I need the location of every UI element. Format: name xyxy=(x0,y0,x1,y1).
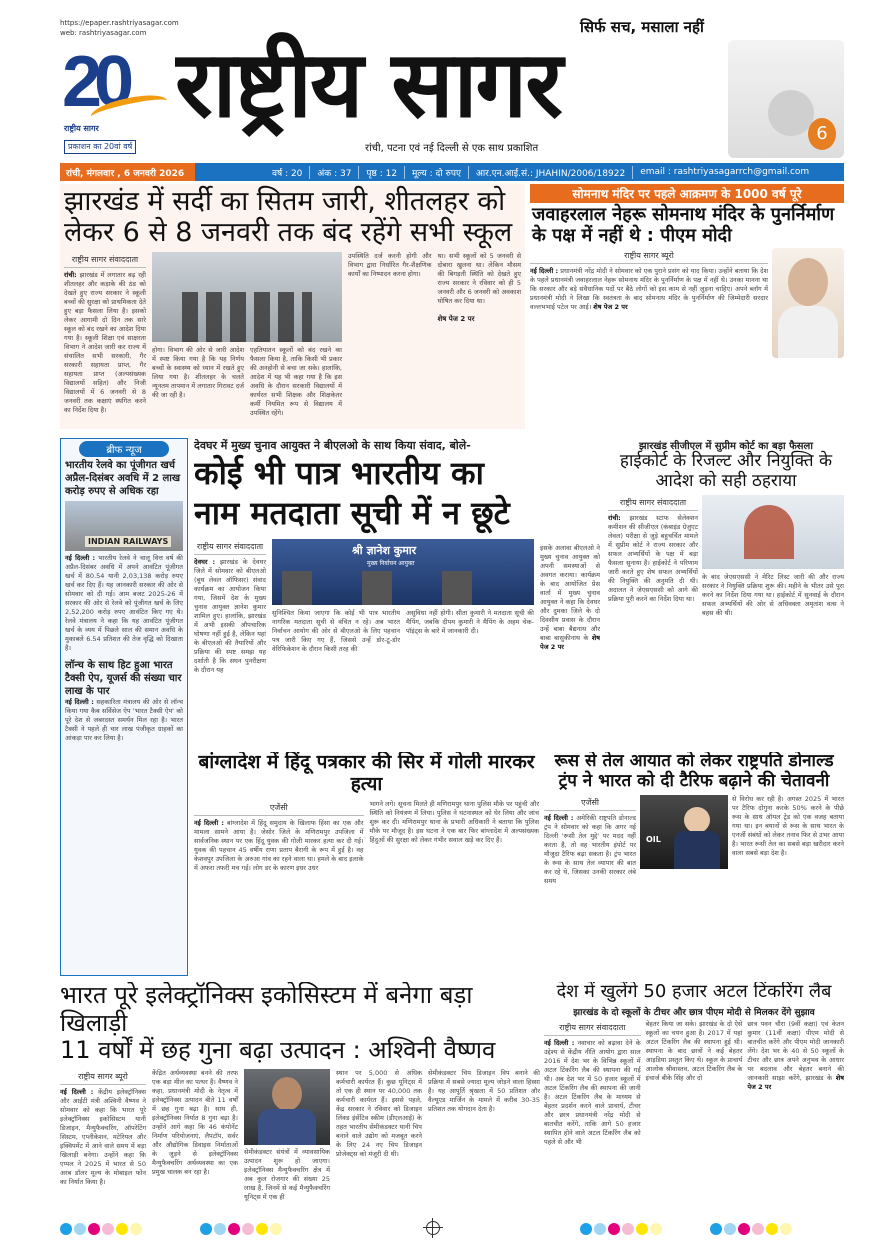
registration-dot xyxy=(780,1223,792,1235)
registration-dot xyxy=(74,1223,86,1235)
pm-modi-photo xyxy=(772,248,844,358)
story-cold-wave[interactable] xyxy=(60,184,525,429)
brief-body-railways: भारतीय रेलवे ने चालू वित्त वर्ष की अप्रैल-दिसंबर अवधि में अपने आवंटित पूंजीगत खर्च में 80.54 यानी 2,03,138 करोड़ रुपए खर्च कर दिए हैं। यह जानकारी सरकार की ओर से सोमवार को दी गई। आम बजट 2025-26 में सरकार की ओर से रेलवे को पूंजीगत खर्च के लिए 2,52,200 करोड़ रुपए आवंटित किए गए थे। रेलवे मंत्रालय ने कहा कि यह आवंटित पूंजीगत खर्च के व्यय में पिछले साल की समान अवधि के मुकाबले 6.54 प्रतिशत की तेज वृद्धि को दिखाता है। xyxy=(65,554,183,652)
registration-dot xyxy=(594,1223,606,1235)
story-col-5: सेमीकंडक्टर चिप डिजाइन विप बनाने की प्रक्रिया में सबसे ज्यादा मूल्य जोड़ने वाला हिस्सा है। यह आपूर्ति श्रृंखला में 50 प्रतिशत और वैल्यूएड मार्जिन के मामले में करीब 30-35 प्रतिशत तक योगदान देता है। xyxy=(428,1068,540,1113)
registration-marks-left xyxy=(60,1223,142,1235)
registration-dot xyxy=(650,1223,662,1235)
byline: एजेंसी xyxy=(544,795,636,811)
price: मूल्य : दो रुपए xyxy=(405,166,469,179)
story-body: बांग्लादेश में हिंदू समुदाय के खिलाफ हिंसा का एक और मामला सामने आया है। जेसोर जिले के मणिरामपुर उपजिला में सार्वजनिक स्थान पर एक हिंदू युवक की गोली मारकर हत्या कर दी गई। युवक की पहचान 45 वर्षीय राणा प्रताप बैरागी के रूप में हुई है। वह केशवपुर उपजिला के अरुआ गांव का रहने वाला था। हमले के बाद इलाके में अफरा तफरी मच गई। लोग डर के कारण इधर उधर xyxy=(194,818,364,872)
story-trump-tariff[interactable] xyxy=(544,752,844,974)
registration-dot xyxy=(738,1223,750,1235)
brief-headline-railways[interactable]: भारतीय रेलवे का पूंजीगत खर्च अप्रैल-दिसंबर अवधि में 2 लाख करोड़ रुपए से अधिक रहा xyxy=(65,460,181,497)
students-in-fog-photo xyxy=(152,252,342,342)
dateline: नई दिल्ली : xyxy=(530,267,559,276)
issue-year: वर्ष : 20 xyxy=(265,166,310,179)
registration-dot xyxy=(622,1223,634,1235)
story-col-4: स्थान पर 5,000 से अधिक कर्मचारी कार्यरत हैं। कुछ यूनिट्स में तो एक ही स्थान पर 40,000 तक कर्मचारी कार्यरत हैं। इससे पहले, केंद्र सरकार ने रविवार को डिजाइन लिंक्ड इंसेंटिव स्कीम (डीएलआई) के तहत भारतीय सेमीकंडक्टर यानी चिप बनाने वाले उद्योग को मजबूत करने के लिए 24 नए चिप डिजाइन प्रोजेक्ट्स को मंजूरी दी थी। xyxy=(336,1068,422,1158)
page-count: पृष्ठ : 12 xyxy=(359,166,405,179)
registration-dot xyxy=(214,1223,226,1235)
masthead-title: राष्ट्रीय सागर xyxy=(175,30,561,138)
headline[interactable]: हाईकोर्ट के रिजल्ट और नियुक्ति के आदेश को सही ठहराया xyxy=(619,451,833,491)
info-band xyxy=(60,163,844,181)
kicker: झारखंड के दो स्कूलों के टीचर और छात्र पीएम मोदी से मिलकर देंगे सुझाव xyxy=(573,1007,815,1018)
story-col-2: के बाद जेएसएससी ने मेरिट लिस्ट जारी की और राज्य सरकार ने नियुक्ति प्रक्रिया शुरू की। महीने के भीतर उसे पूरा करने का निर्देश दिया गया था। हाईकोर्ट में सुनवाई के दौरान सफल अभ्यर्थियों की ओर से अधिवक्ता अमृतांश वत्स ने बहस की थी। xyxy=(702,573,844,618)
registration-dot xyxy=(270,1223,282,1235)
byline: राष्ट्रीय सागर ब्यूरो xyxy=(60,1069,146,1085)
photo-banner-text: श्री ज्ञानेश कुमार xyxy=(352,544,417,557)
photo-banner-subtext: मुख्य निर्वाचन आयुक्त xyxy=(367,560,415,567)
dateline: नई दिल्ली : xyxy=(65,554,96,562)
story-somnath[interactable] xyxy=(530,184,844,429)
registration-dot xyxy=(116,1223,128,1235)
byline: एजेंसी xyxy=(194,800,364,816)
registration-dot xyxy=(752,1223,764,1235)
registration-dot xyxy=(580,1223,592,1235)
continued-link[interactable]: शेष पेज 2 पर xyxy=(747,1073,844,1091)
byline: राष्ट्रीय सागर संवाददाता xyxy=(608,495,698,511)
headline[interactable]: कोई भी पात्र भारतीय का नाम मतदाता सूची में न छूटे xyxy=(194,454,510,532)
dateline: रांची: xyxy=(608,514,621,523)
headline[interactable]: देश में खुलेंगे 50 हजार अटल टिंकरिंग लैब xyxy=(556,982,832,1002)
brief-headline-taxi[interactable]: लॉन्च के साथ हिट हुआ भारत टैक्सी ऐप, यूजर्स की संख्या चार लाख के पार xyxy=(65,660,182,697)
registration-dot xyxy=(256,1223,268,1235)
story-body: झारखंड स्टाफ सेलेक्शन कमीशन की सीजीएल (कंबाइंड ग्रेजुएट लेवल) परीक्षा से जुड़े बहुचर्चित मामले में सुप्रीम कोर्ट ने राज्य सरकार और सफल अभ्यर्थियों के पक्ष में बड़ा फैसला सुनाया है। हाईकोर्ट ने परिणाम जारी करते हुए शेष सफल अभ्यर्थियों की नियुक्ति की अनुमति दी थी। अदालत ने जेएसएससी को आगे की प्रक्रिया पूरी करने का निर्देश दिया था। xyxy=(608,514,698,604)
story-electronics[interactable] xyxy=(60,982,540,1218)
dateline: नई दिल्ली : xyxy=(544,1038,575,1047)
registration-dot xyxy=(88,1223,100,1235)
story-col-3: एहतियातन स्कूलों को बंद रखने का फैसला किया है, ताकि किसी भी प्रकार की अनहोनी से बचा जा सके। हालांकि, आदेश में यह भी कहा गया है कि इस अवधि के दौरान सरकारी विद्यालयों में कार्यरत सभी शिक्षक और शिक्षकेतर कर्मी नियमित रूप से विद्यालय में उपस्थित रहेंगे। xyxy=(250,346,342,418)
registration-marks-center xyxy=(200,1223,282,1235)
story-election[interactable] xyxy=(194,438,534,748)
headline[interactable]: भारत पूरे इलेक्ट्रॉनिक्स इकोसिस्टम में बनेगा बड़ा खिलाड़ी xyxy=(60,982,473,1037)
brief-news-box xyxy=(60,438,188,976)
story-col-3: सेमीकंडक्टर संयंत्रों में व्यावसायिक उत्पादन शुरू हो जाएगा। इलेक्ट्रॉनिक्स मैन्युफैक्चरिंग क्षेत्र में अब कुल रोजगार की संख्या 25 लाख है, जिनमें से कई मैन्युफैक्चरिंग यूनिट्स में एक ही xyxy=(244,1147,330,1201)
headline[interactable]: झारखंड में सर्दी का सितम जारी, शीतलहर को लेकर 6 से 8 जनवरी तक बंद रहेंगे सभी स्कूल xyxy=(64,186,513,249)
registration-number: आर.एन.आई.सं.: JHAHIN/2006/18922 xyxy=(469,166,633,179)
headline[interactable]: रूस से तेल आयात को लेकर राष्ट्रपति डोनाल्ड ट्रंप ने भारत को दी टैरिफ बढ़ाने की चेतावनी xyxy=(554,752,834,791)
story-election-col4: इसके अलावा बीएलओ ने मुख्य चुनाव आयुक्त को अपनी समस्याओं से अवगत कराया। कार्यक्रम के बाद आयोजित प्रेस वार्ता में मुख्य चुनाव आयुक्त ने कहा कि देवघर और दुमका जिले के दो दिवसीय प्रवास के दौरान उन्हें बाबा बैद्यनाथ और बाबा बासुकीनाथ के शेष पेज 2 पर xyxy=(540,544,600,651)
continued-link[interactable]: शेष पेज 2 पर xyxy=(540,634,600,651)
ear-advertisement[interactable] xyxy=(728,40,844,158)
registration-dot xyxy=(200,1223,212,1235)
kicker: सोमनाथ मंदिर पर पहले आक्रमण के 1000 वर्ष पूरे xyxy=(530,184,844,203)
registration-dot xyxy=(710,1223,722,1235)
continued-link[interactable]: शेष पेज 2 पर xyxy=(593,303,628,312)
masthead-tagline: सिर्फ सच, मसाला नहीं xyxy=(580,18,704,36)
railways-logo-text: INDIAN RAILWAYS xyxy=(85,536,171,547)
story-col-2: सुनिश्चित किया जाएगा कि कोई भी पात्र भारतीय नागरिक मतदाता सूची से वंचित न रहे। अब भारत निर्वाचन आयोग की ओर से बीएलओ के लिए पहचान पत्र जारी किए गए हैं, जिससे उन्हें डोर-टू-डोर वेरिफिकेशन के दौरान किसी तरह की xyxy=(272,609,400,653)
brief-news-tab: ब्रीफ न्यूज xyxy=(79,441,169,457)
story-body: झारखंड के देवघर जिले में सोमवार को बीएलओ (बूथ लेवल ऑफिसर) संवाद कार्यक्रम का आयोजन किया गया, जिसमें देश के मुख्य चुनाव आयुक्त ज्ञानेश कुमार शामिल हुए। हालांकि, झारखंड में अभी इसकी औपचारिक घोषणा नहीं हुई है, लेकिन यहां के बीएलओ की तैयारियों और प्रक्रिया की स्पष्ट समझ यह दर्शाती है कि सघन पुनरीक्षण के दौरान यह xyxy=(194,558,266,674)
logo-number: 20 xyxy=(62,42,127,122)
story-col-3: छात्र पवन चौरा (9वीं कक्षा) एवं केतन कुमार (11वीं कक्षा) पीएम मोदी से बातचीत करेंगे और पीएम मोदी जानकारी लेंगे। देश भर के 40 से 50 स्कूलों के टीचर और छात्र अपने अनुभव के आधार पर बदलाव और बेहतर बनाने की जानकारी साझा करेंगे, झारखंड के xyxy=(747,1019,844,1082)
registration-dot xyxy=(102,1223,114,1235)
masthead-subtitle: रांची, पटना एवं नई दिल्ली से एक साथ प्रकाशित xyxy=(365,143,539,154)
dateline: नई दिल्ली : xyxy=(60,1087,94,1096)
dateline: नई दिल्ली : xyxy=(544,814,574,823)
brief-body-taxi: सहकारिता मंत्रालय की ओर से लॉन्च किया गया कैब सर्विसेज ऐप 'भारत टैक्सी ऐप' को पूरे देश से जबरदस्त समर्थन मिल रहा है। भारत टैक्सी ने पहले ही चार लाख पंजीकृत ग्राहकों का आंकड़ा पार कर लिया है। xyxy=(65,698,183,742)
story-body: रांची: झारखंड में लगातार बढ़ रही शीतलहर और कड़ाके की ठंड को देखते हुए राज्य सरकार ने स्कूली बच्चों की सुरक्षा को प्राथमिकता देते हुए बड़ा फैसला लिया है। इसको लेकर आगामी दो दिन तक सारे स्कूल को बंद रखने का आदेश दिया गया है। स्कूली शिक्षा एवं साक्षरता विभाग ने आदेश जारी कर राज्य में संचालित सभी सरकारी, गैर सरकारी सहायता प्राप्त, गैर सहायता प्राप्त (अल्पसंख्यक विद्यालयों सहित) और निजी विद्यालयों में 6 जनवरी से 8 जनवरी तक कक्षाएं स्थगित करने का निर्देश दिया है। xyxy=(64,271,146,415)
trump-oil-photo xyxy=(640,795,728,869)
story-col-2: होगा। विभाग की ओर से जारी आदेश में स्पष्ट किया गया है कि यह निर्णय बच्चों के स्वास्थ्य को ध्यान में रखते हुए लिया गया है। शीतलहर के चलते न्यूनतम तापमान में लगातार गिरावट दर्ज की जा रही है। xyxy=(152,346,245,400)
story-col-4: उपस्थिति दर्ज करनी होगी और विभाग द्वारा निर्धारित गैर-शैक्षणिक कार्यों का निष्पादन करना होगा। xyxy=(348,252,432,279)
crosshair-registration-icon xyxy=(426,1221,440,1235)
story-col-2: से विरोध कर रही है। अगस्त 2025 में भारत पर टैरिफ दोगुना करके 50% करने के पीछे रूस के साथ ऑयल ट्रेड को एक वजह बताया गया था। इन बयानों से रूस के साथ भारत के एनर्जी संबंधों को लेकर तनाव फिर से उभर आया है। भारत रूसी तेल का सबसे बड़ा खरीदार करने वाला सबसे बड़ा देश है। xyxy=(732,795,844,858)
registration-marks-far-right xyxy=(710,1223,792,1235)
cec-event-photo xyxy=(272,539,534,605)
oil-barrel-text: OIL xyxy=(646,835,661,845)
logo-year-badge: प्रकाशन का 20वां वर्ष xyxy=(64,140,136,154)
story-col-2: भागने लगे। सूचना मिलते ही मणिरामपुर थाना पुलिस मौके पर पहुंची और स्थिति को नियंत्रण में लिया। पुलिस ने घटनास्थल को घेर लिया और जांच शुरू कर दी। मणिरामपुर थाना के प्रभारी अधिकारी ने बताया कि पुलिस मौके पर मौजूद है। इस घटना ने एक बार फिर बांग्लादेश में अल्पसंख्यक हिंदुओं की सुरक्षा को लेकर गंभीर सवाल खड़े कर दिए हैं। xyxy=(369,799,539,844)
railways-photo xyxy=(65,501,183,551)
epaper-url-link[interactable]: https://epaper.rashtriyasagar.com xyxy=(60,19,179,27)
dateline: नई दिल्ली : xyxy=(194,818,224,827)
email-link[interactable]: email : rashtriyasagarrch@gmail.com xyxy=(640,167,810,177)
registration-dot xyxy=(766,1223,778,1235)
story-col-2: बेहतर किया जा सके। झारखंड के दो ऐसे स्कूलों का चयन हुआ है। 2017 में यहां अटल टिंकरिंग लैब की स्थापना हुई थी। स्थापना के बाद छात्रों ने कई बेहतर आइडिया प्रस्तुत किए थे। स्कूल के प्राचार्य आलोक श्रीवास्तव, अटल टिंकरिंग लैब के इंचार्ज बीके सिंह और दो xyxy=(645,1019,743,1082)
subheadline[interactable]: 11 वर्षों में छह गुना बढ़ा उत्पादन : अश्विनी वैष्णव xyxy=(60,1036,496,1065)
byline: राष्ट्रीय सागर संवाददाता xyxy=(194,539,266,555)
baby-photo xyxy=(768,90,814,136)
ad-number-badge: 6 xyxy=(808,118,836,150)
story-col-3: असुविधा नहीं होगी। सीता कुमारी ने मतदाता सूची की मैपिंग, जबकि दीपम कुमारी ने मैपिंग के अहम चेक-पॉइंट्स के बारे में जानकारी दी। xyxy=(406,609,534,635)
registration-dot xyxy=(242,1223,254,1235)
dateline: देवघर : xyxy=(194,558,216,566)
web-url-link[interactable]: web: rashtriyasagar.com xyxy=(60,29,147,37)
byline: राष्ट्रीय सागर ब्यूरो xyxy=(530,248,768,264)
registration-dot xyxy=(228,1223,240,1235)
registration-dot xyxy=(130,1223,142,1235)
registration-dot xyxy=(724,1223,736,1235)
registration-dot xyxy=(60,1223,72,1235)
newspaper-page xyxy=(60,18,844,1218)
story-body: प्रधानमंत्री नरेंद्र मोदी ने सोमवार को एक पुराने प्रसंग को याद किया। उन्होंने बताया कि देश के पहले प्रधानमंत्री जवाहरलाल नेहरू सोमनाथ मंदिर के पुनर्निर्माण के पक्ष में नहीं थे। उनका मानना था कि सरकार और बड़े संवैधानिक पदों पर बैठे लोगों को इस काम से नहीं जुड़ना चाहिए। अपने ब्लॉग में प्रधानमंत्री मोदी ने लिखा कि स्वतंत्रता के बाद सोमनाथ मंदिर के पुनर्निर्माण की जिम्मेदारी सरदार वल्लभभाई पटेल पर आई। xyxy=(530,267,768,312)
story-bangladesh[interactable] xyxy=(194,752,539,974)
story-cgl[interactable] xyxy=(608,438,844,748)
ashwini-vaishnaw-photo xyxy=(244,1069,330,1145)
headline[interactable]: जवाहरलाल नेहरू सोमनाथ मंदिर के पुनर्निर्माण के पक्ष में नहीं थे : पीएम मोदी xyxy=(532,204,835,246)
byline: राष्ट्रीय सागर संवाददाता xyxy=(544,1020,641,1036)
kicker: झारखंड सीजीएल में सुप्रीम कोर्ट का बड़ा फैसला xyxy=(639,441,813,452)
byline: राष्ट्रीय सागर संवाददाता xyxy=(64,252,146,268)
story-body: अमेरिकी राष्ट्रपति डोनाल्ड ट्रंप ने सोमवार को कहा कि अगर नई दिल्ली 'रूसी तेल मुद्दे' पर मदद नहीं करता है, तो वह भारतीय इंपोर्ट पर मौजूदा टैरिफ बढ़ा सकता है। ट्रंप भारत के रूस के साथ तेल व्यापार की बात कर रहे थे, जिसका उनकी सरकार लंबे समय xyxy=(544,814,636,886)
story-col-5: था। सभी स्कूलों को 5 जनवरी से दोबारा खुलना था। लेकिन मौसम की बिगड़ती स्थिति को देखते हुए राज्य सरकार ने रविवार को ही 5 जनवरी और 6 जनवरी को अवकाश घोषित कर दिया था। xyxy=(437,252,521,306)
issue-date: रांची, मंगलवार , 6 जनवरी 2026 xyxy=(60,163,195,181)
registration-marks-right xyxy=(580,1223,662,1235)
story-body: केंद्रीय इलेक्ट्रॉनिक्स और आईटी मंत्री अश्विनी वैष्णव ने सोमवार को कहा कि भारत पूरे इलेक्ट्रॉनिक्स इकोसिस्टम यानी डिजाइन, मैन्युफैक्चरिंग, ऑपरेटिंग सिस्टम, एप्लीकेशन, मटेरियल और इक्विपमेंट में आने वाले समय में बड़ा खिलाड़ी बनेगा। उन्होंने कहा कि एप्पल ने 2025 में भारत से 50 अरब डॉलर मूल्य के मोबाइल फोन का निर्यात किया है। xyxy=(60,1087,146,1186)
issue-number: अंक : 37 xyxy=(310,166,359,179)
site-urls xyxy=(60,18,179,38)
story-atal-tinkering[interactable] xyxy=(544,982,844,1218)
dateline: नई दिल्ली : xyxy=(65,698,94,706)
headline[interactable]: बांग्लादेश में हिंदू पत्रकार की सिर में गोली मारकर हत्या xyxy=(198,752,535,795)
supreme-court-photo xyxy=(702,495,844,569)
continued-link[interactable]: शेष पेज 2 पर xyxy=(437,315,475,324)
anniversary-logo xyxy=(60,42,172,160)
logo-brand: राष्ट्रीय सागर xyxy=(64,124,99,133)
registration-dot xyxy=(636,1223,648,1235)
story-body: नवाचार को बढ़ावा देने के उद्देश्य से केंद्रीय नीति आयोग द्वारा साल 2016 में देश भर के विभिन्न स्कूलों में अटल टिंकरिंग लैब की स्थापना की गई थी। अब देश भर में 50 हजार स्कूलों में अटल टिंकरिंग लैब की स्थापना की जानी है। अटल टिंकरिंग लैब के माध्यम से बेहतर प्रदर्शन करने वाले प्राचार्य, टीचर और छात्र प्रधानमंत्री नरेंद्र मोदी से बातचीत करेंगे, ताकि आगे 50 हजार स्थापित होने वाले अटल टिंकरिंग लैब को पहले से और भी xyxy=(544,1038,641,1146)
dateline: रांची: xyxy=(64,271,77,280)
registration-dot xyxy=(608,1223,620,1235)
story-col-2: केंद्रित अर्थव्यवस्था बनने की तरफ एक बड़ा मील का पत्थर है। वैष्णव ने कहा, प्रधानमंत्री मोदी के नेतृत्व में इलेक्ट्रॉनिक्स उत्पादन बीते 11 वर्षों में छह गुना बढ़ा है। साथ ही, इलेक्ट्रॉनिक्स निर्यात 8 गुना बढ़ा है। उन्होंने आगे कहा कि 46 कंपोनेंट निर्माण परियोजनाएं, लैपटॉप, सर्वर और औद्योगिक डिवाइस निर्माताओं के जुड़ने से इलेक्ट्रॉनिक्स मैन्युफैक्चरिंग अर्थव्यवस्था का एक प्रमुख चालक बन रहा है। xyxy=(152,1068,238,1176)
kicker: देवघर में मुख्य चुनाव आयुक्त ने बीएलओ के साथ किया संवाद, बोले- xyxy=(194,439,471,452)
